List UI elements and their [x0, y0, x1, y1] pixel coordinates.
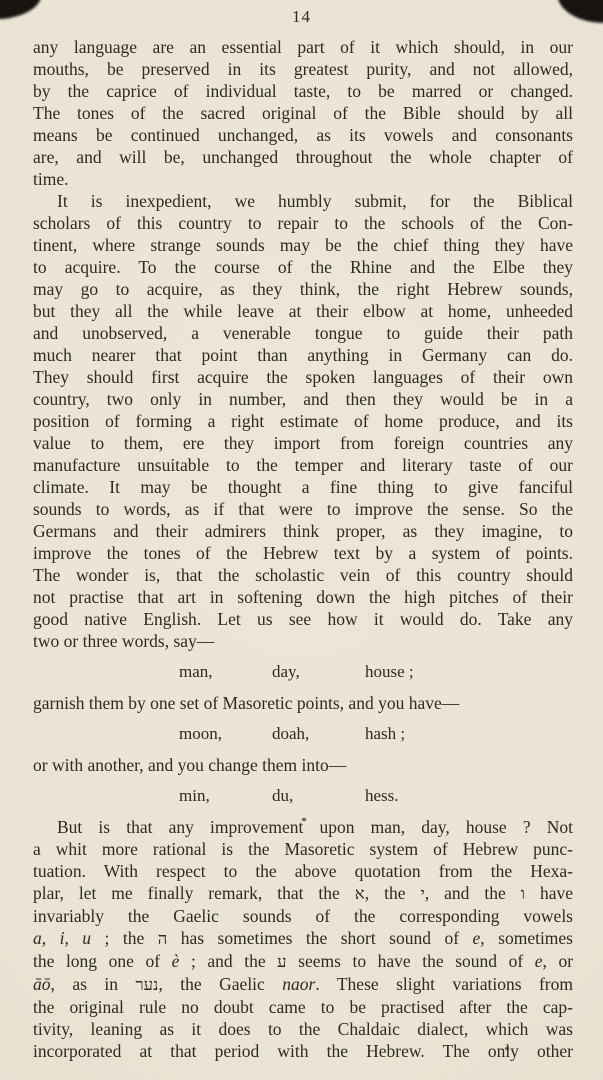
- word-sample-row: [33, 723, 573, 745]
- text-line: [33, 927, 573, 950]
- text-segment: , or: [542, 951, 574, 971]
- text-line: are, and will be, unchanged throughout the whole chapter of: [33, 147, 573, 167]
- text-line: The tones of the sacred original of the Bible should by all: [33, 103, 573, 123]
- text-line: Germans and their admirers think proper, as they imagine, to: [33, 521, 573, 541]
- paragraph: [33, 816, 573, 1062]
- word-sample: house ;: [365, 662, 414, 681]
- hebrew-letter: ע: [277, 952, 287, 971]
- text-line: and unobserved, a venerable tongue to guide their path: [33, 323, 573, 343]
- paragraph: [33, 36, 573, 190]
- text-line: manufacture unsuitable to the temper and literary taste of our: [33, 455, 573, 475]
- text-line: It is inexpedient, we humbly submit, for the Biblical: [57, 191, 573, 211]
- text-line: invariably the Gaelic sounds of the corresponding vowels: [33, 906, 573, 926]
- word-sample: du,: [272, 786, 294, 805]
- word-sample-row: [33, 785, 573, 807]
- text-line: But is that any improvement upon man, day, house ? Not: [57, 817, 573, 837]
- text-segment: has sometimes the short sound of: [167, 928, 473, 948]
- text-segment: , sometimes: [480, 928, 573, 948]
- text-segment: , and the: [424, 883, 521, 903]
- text-line: but they all the while leave at their elbow at home, unheeded: [33, 301, 573, 321]
- hebrew-letter: י: [420, 884, 425, 903]
- text-segment: plar, let me finally remark, that the: [33, 883, 355, 903]
- text-segment: ; the: [91, 928, 158, 948]
- text-line: [33, 882, 573, 905]
- text-line: the original rule no doubt came to be practised after the cap-: [33, 997, 573, 1017]
- text-segment: the long one of: [33, 951, 172, 971]
- text-line: The wonder is, that the scholastic vein of this country should: [33, 565, 573, 585]
- text-line: two or three words, say—: [33, 631, 215, 651]
- word-sample: man,: [179, 662, 213, 681]
- word-sample: day,: [272, 662, 300, 681]
- paragraph: [33, 692, 573, 714]
- text-line: garnish them by one set of Masoretic points, and you have—: [33, 693, 460, 713]
- text-segment: è: [171, 951, 180, 971]
- word-sample: hess.: [365, 786, 399, 805]
- text-segment: e: [472, 928, 481, 948]
- text-line: good native English. Let us see how it would do. Take any: [33, 609, 573, 629]
- text-line: much nearer that point than anything in Germany can do.: [33, 345, 573, 365]
- text-line: mouths, be preserved in its greatest purity, and not allowed,: [33, 59, 573, 79]
- text-segment: āō: [33, 974, 51, 994]
- text-segment: e: [534, 951, 543, 971]
- word-sample: moon,: [179, 724, 222, 743]
- hebrew-letter: א: [354, 884, 365, 903]
- text-line: tinent, where strange sounds may be the chief thing they have: [33, 235, 573, 255]
- text-line: to acquire. To the course of the Rhine and the Elbe they: [33, 257, 573, 277]
- word-sample: hash ;: [365, 724, 406, 743]
- text-segment: naor: [282, 974, 316, 994]
- hebrew-letter: ו: [520, 884, 525, 903]
- text-segment: ; and the: [179, 951, 278, 971]
- text-line: tuation. With respect to the above quotation from the Hexa-: [33, 861, 573, 881]
- text-line: incorporated at that period with the Hebrew. The only other: [33, 1041, 573, 1061]
- text-segment: , the: [364, 883, 421, 903]
- text-line: [33, 950, 573, 973]
- text-line: any language are an essential part of it which should, in our: [33, 37, 573, 57]
- text-line: time.: [33, 169, 69, 189]
- text-line: not practise that art in softening down the high pitches of their: [33, 587, 573, 607]
- word-sample-row: [33, 661, 573, 683]
- text-line: may go to acquire, as they think, the right Hebrew sounds,: [33, 279, 573, 299]
- page-body: [33, 36, 573, 1062]
- text-segment: have: [524, 883, 573, 903]
- text-line: They should first acquire the spoken languages of their own: [33, 367, 573, 387]
- text-line: [33, 973, 573, 996]
- text-line: sounds to words, as if that were to improve the sense. So the: [33, 499, 573, 519]
- text-line: improve the tones of the Hebrew text by a system of points.: [33, 543, 573, 563]
- text-line: position of forming a right estimate of home produce, and its: [33, 411, 573, 431]
- paragraph: [33, 190, 573, 652]
- text-segment: . These slight variations from: [315, 974, 573, 994]
- text-segment: , as in: [50, 974, 136, 994]
- paragraph: [33, 754, 573, 776]
- word-sample: min,: [179, 786, 210, 805]
- text-segment: a, i, u: [33, 928, 92, 948]
- text-line: climate. It may be thought a fine thing to give fanciful: [33, 477, 573, 497]
- text-line: or with another, and you change them into—: [33, 755, 347, 775]
- text-line: a whit more rational is the Masoretic system of Hebrew punc-: [33, 839, 573, 859]
- text-line: by the caprice of individual taste, to be marred or changed.: [33, 81, 573, 101]
- hebrew-letter: נער: [135, 975, 159, 994]
- text-line: scholars of this country to repair to the schools of the Con-: [33, 213, 573, 233]
- page-number: 14: [292, 7, 311, 26]
- text-segment: seems to have the sound of: [286, 951, 535, 971]
- text-line: means be continued unchanged, as its vowels and consonants: [33, 125, 573, 145]
- text-line: value to them, ere they import from foreign countries any: [33, 433, 573, 453]
- text-line: country, two only in number, and then they would be in a: [33, 389, 573, 409]
- text-segment: , the Gaelic: [158, 974, 283, 994]
- hebrew-letter: ה: [157, 929, 168, 948]
- text-line: tivity, leaning as it does to the Chaldaic dialect, which was: [33, 1019, 573, 1039]
- word-sample: doah,: [272, 724, 310, 743]
